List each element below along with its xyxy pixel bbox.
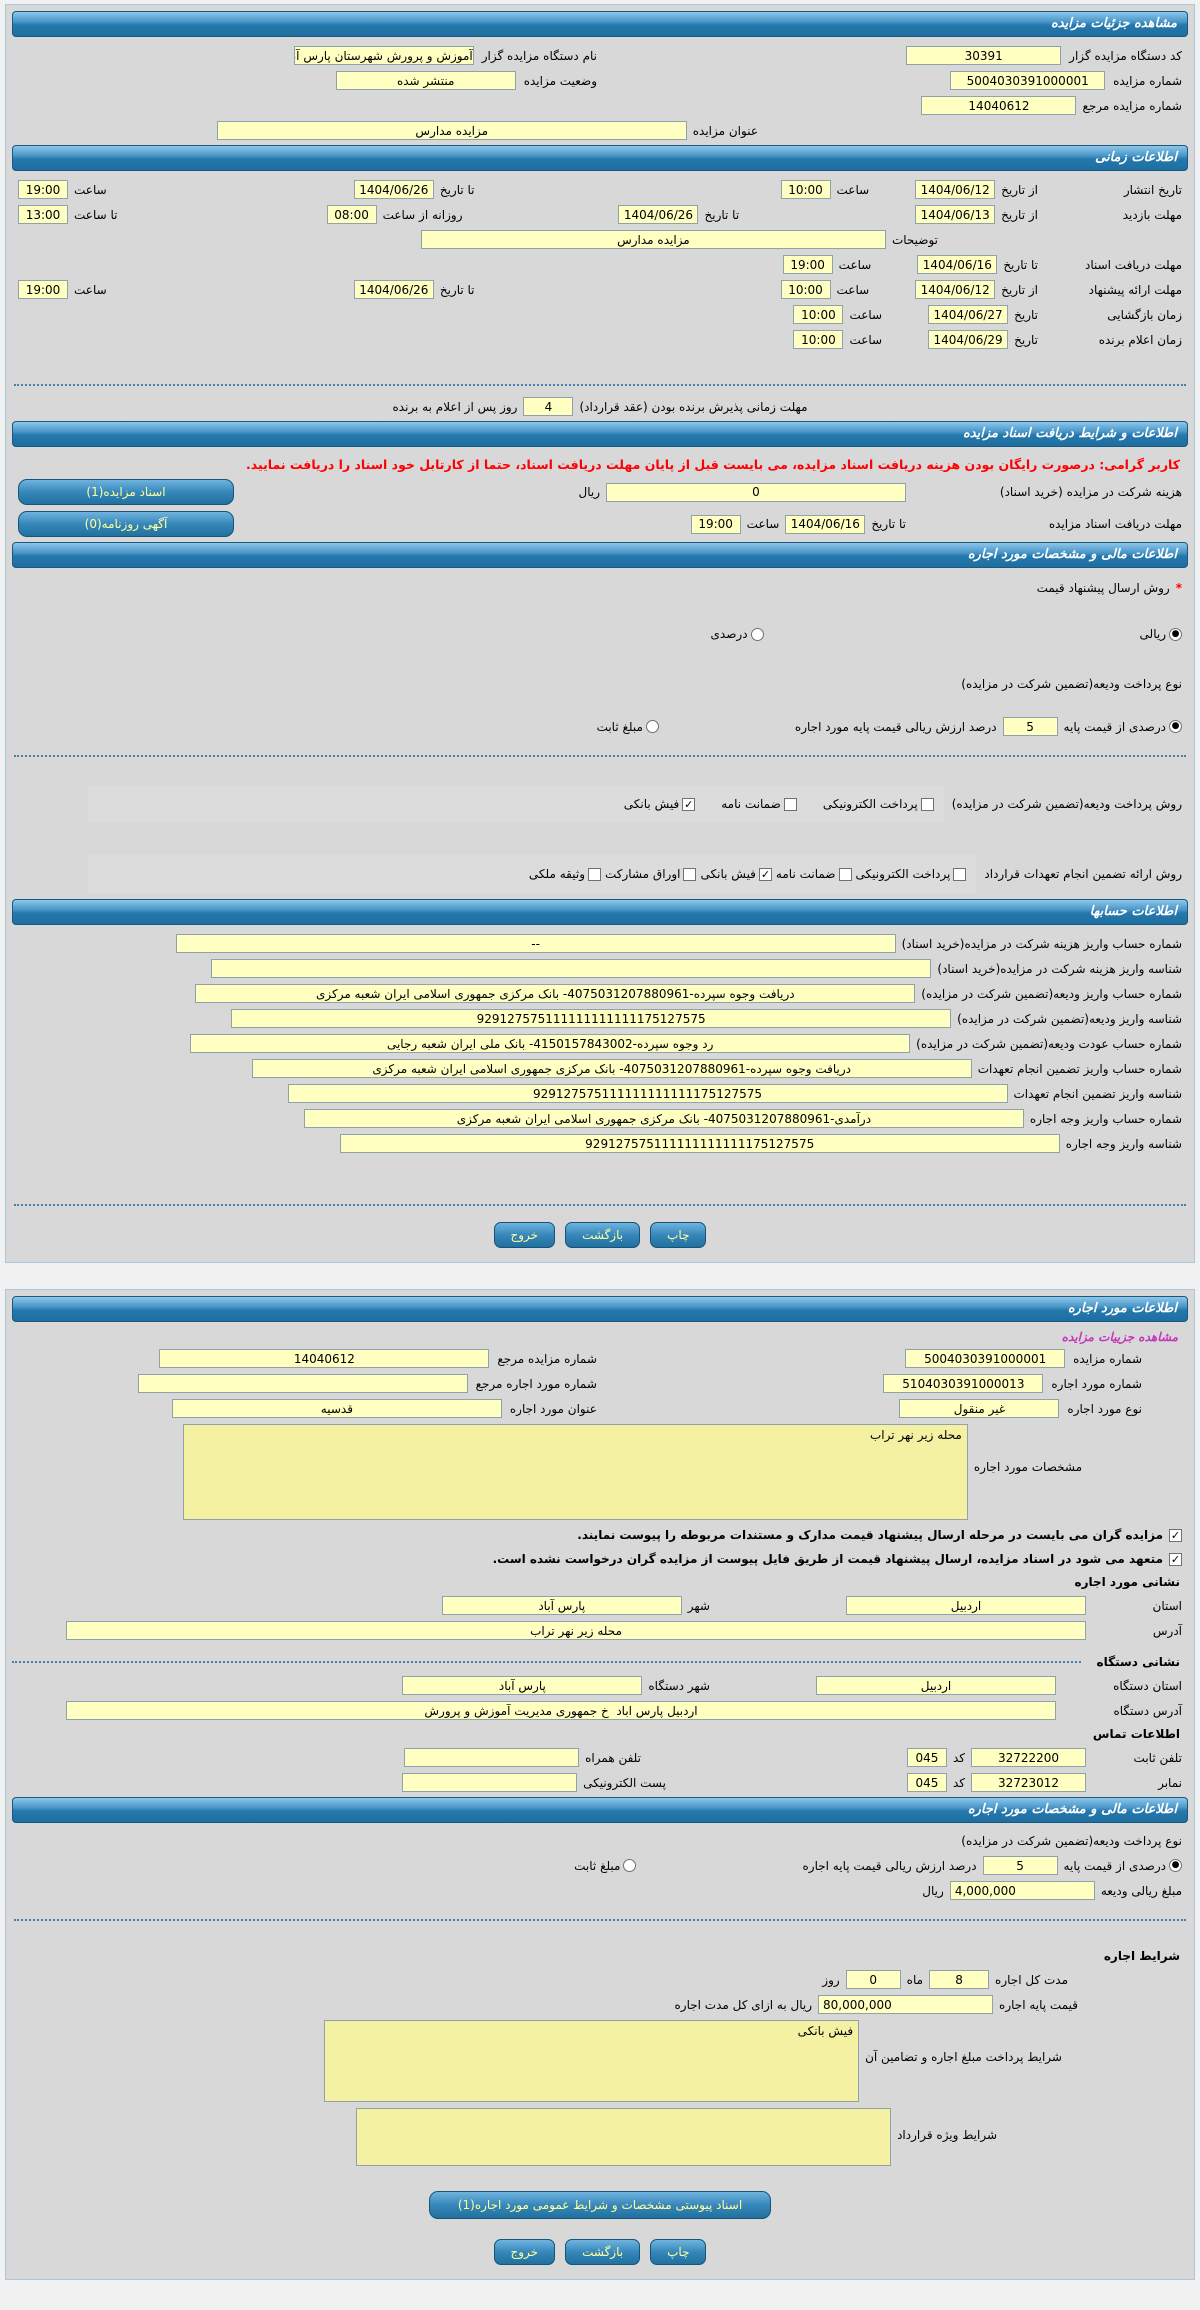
date-label: تاریخ bbox=[1014, 332, 1038, 347]
back-button[interactable]: بازگشت bbox=[565, 1222, 640, 1248]
receive-docs-date-field[interactable] bbox=[917, 255, 997, 274]
auction-details-panel bbox=[5, 4, 1195, 1263]
publish-date-label: تاریخ انتشار bbox=[1123, 182, 1182, 197]
hour-label: ساعت bbox=[746, 517, 780, 531]
time-info-header: اطلاعات زمانی bbox=[12, 145, 1188, 171]
accept-deadline-suffix: روز پس از اعلام به برنده bbox=[392, 399, 518, 414]
org-name-field[interactable] bbox=[294, 46, 474, 65]
publish-to-time-field[interactable] bbox=[18, 180, 68, 199]
visit-daily-from-field[interactable] bbox=[327, 205, 377, 224]
divider bbox=[14, 755, 1186, 757]
guarantee-bonds-checkbox[interactable] bbox=[683, 868, 696, 881]
auction-docs-button[interactable]: اسناد مزایده(1) bbox=[18, 479, 234, 505]
days-label: روز bbox=[822, 1972, 840, 1987]
phone-row bbox=[12, 1745, 1188, 1770]
deposit-amount-row bbox=[12, 1878, 1188, 1903]
docs-deadline-time-field[interactable] bbox=[691, 515, 741, 534]
auction-ref-label: شماره مزایده مرجع bbox=[1082, 98, 1182, 113]
org-code-label: کد دستگاه مزایده گزار bbox=[1069, 48, 1182, 63]
rental-item-header: اطلاعات مورد اجاره bbox=[12, 1296, 1188, 1322]
rial-option[interactable] bbox=[1140, 627, 1182, 641]
receive-docs-time-field[interactable] bbox=[783, 255, 833, 274]
org-name-label: نام دستگاه مزایده گزار bbox=[481, 48, 597, 63]
rial-label: ریال bbox=[578, 485, 600, 499]
account-row bbox=[12, 1106, 1188, 1131]
guarantee-epay-checkbox[interactable] bbox=[953, 868, 966, 881]
docs-section-header: اطلاعات و شرایط دریافت اسناد مزایده bbox=[12, 421, 1188, 447]
view-auction-details-link[interactable]: مشاهده جزییات مزایده bbox=[1061, 1330, 1178, 1344]
note2-row bbox=[12, 1547, 1188, 1571]
deposit-amount-label: مبلغ ریالی ودیعه bbox=[1100, 1883, 1182, 1898]
deposit-letter-checkbox[interactable] bbox=[784, 798, 797, 811]
rent-province-row bbox=[12, 1593, 1188, 1618]
deposit-method-label: روش پرداخت ودیعه(تضمین شرکت در مزایده) bbox=[951, 797, 1182, 811]
org-address-row bbox=[12, 1698, 1188, 1723]
fixed-amount-option[interactable] bbox=[597, 720, 659, 734]
exit-button[interactable]: خروج bbox=[494, 1222, 556, 1248]
fax-label: نمابر bbox=[1158, 1775, 1182, 1790]
rental-deposit-type-label: نوع پرداخت ودیعه(تضمین شرکت در مزایده) bbox=[961, 1834, 1182, 1848]
offer-from-date-field[interactable] bbox=[915, 280, 995, 299]
rental-percent-value-field[interactable] bbox=[983, 1856, 1058, 1875]
accounts-section-header: اطلاعات حسابها bbox=[12, 899, 1188, 925]
guarantee-slip-option[interactable] bbox=[700, 867, 771, 881]
deposit-slip-label: فیش بانکی bbox=[623, 797, 680, 811]
org-address-divider bbox=[12, 1651, 1188, 1673]
guarantee-letter-option[interactable] bbox=[776, 867, 852, 881]
description-field[interactable] bbox=[421, 230, 886, 249]
item-title-label: عنوان مورد اجاره bbox=[509, 1401, 597, 1416]
hour-label: ساعت bbox=[836, 282, 870, 297]
account-field[interactable] bbox=[195, 984, 915, 1003]
org-province-row bbox=[12, 1673, 1188, 1698]
org-province-label: استان دستگاه bbox=[1113, 1678, 1182, 1693]
account-row bbox=[12, 1056, 1188, 1081]
docs-deadline-row bbox=[12, 508, 1188, 540]
auction-no-label: شماره مزایده bbox=[1073, 1351, 1142, 1366]
rental-row-1 bbox=[12, 1346, 1188, 1371]
account-field[interactable] bbox=[176, 934, 896, 953]
divider bbox=[14, 1919, 1186, 1921]
auction-title-label: عنوان مزایده bbox=[692, 123, 758, 138]
back-button[interactable]: بازگشت bbox=[565, 2239, 640, 2265]
special-terms-textarea[interactable] bbox=[356, 2108, 891, 2166]
publish-to-date-field[interactable] bbox=[354, 180, 434, 199]
daily-from-hour-label: روزانه از ساعت bbox=[382, 207, 463, 222]
code-label: کد bbox=[952, 1775, 965, 1790]
account-label: شناسه واریز ودیعه(تضمین شرکت در مزایده) bbox=[957, 1011, 1182, 1026]
divider bbox=[14, 384, 1186, 386]
print-button[interactable]: چاپ bbox=[650, 1222, 706, 1248]
to-date-label: تا تاریخ bbox=[704, 207, 740, 222]
note2-text: متعهد می شود در اسناد مزایده، ارسال پیشنهاد قیمت از طریق فایل پیوست از مزایده گران درخواست نشده است. bbox=[492, 1552, 1163, 1566]
account-field[interactable] bbox=[288, 1084, 1008, 1103]
fee-label: هزینه شرکت در مزایده (خرید اسناد) bbox=[999, 485, 1182, 499]
base-price-label: قیمت پایه اجاره bbox=[999, 1997, 1078, 2012]
account-row bbox=[12, 1131, 1188, 1156]
rent-city-label: شهر bbox=[687, 1598, 710, 1613]
account-field[interactable] bbox=[340, 1134, 1060, 1153]
guarantee-estate-checkbox[interactable] bbox=[588, 868, 601, 881]
percent-of-base-label: درصدی از قیمت پایه bbox=[1063, 719, 1166, 734]
deposit-epay-label: پرداخت الکترونیکی bbox=[822, 797, 918, 811]
visit-to-date-field[interactable] bbox=[618, 205, 698, 224]
opening-time-field[interactable] bbox=[793, 305, 843, 324]
percent-of-base-option[interactable] bbox=[1064, 720, 1182, 734]
docs-deadline-date-field[interactable] bbox=[785, 515, 865, 534]
fax-row bbox=[12, 1770, 1188, 1795]
auction-number-field[interactable] bbox=[950, 71, 1105, 90]
visit-from-date-field[interactable] bbox=[915, 205, 995, 224]
hour-label: ساعت bbox=[849, 332, 883, 347]
guarantee-letter-label: ضمانت نامه bbox=[775, 867, 836, 881]
visit-daily-to-field[interactable] bbox=[18, 205, 68, 224]
rental-row-2 bbox=[12, 1371, 1188, 1396]
rental-fixed-label: مبلغ ثابت bbox=[574, 1858, 621, 1873]
item-type-field[interactable] bbox=[899, 1399, 1059, 1418]
deposit-amount-field[interactable] bbox=[950, 1881, 1095, 1900]
rent-address-label: آدرس bbox=[1152, 1623, 1182, 1638]
rental-deposit-options-row bbox=[12, 1853, 1188, 1878]
send-method-options-row bbox=[12, 622, 1188, 646]
to-date-label: تا تاریخ bbox=[439, 282, 475, 297]
account-row bbox=[12, 1006, 1188, 1031]
code-label: کد bbox=[952, 1750, 965, 1765]
account-label: شناسه واریز وجه اجاره bbox=[1065, 1136, 1182, 1151]
auction-ref-field[interactable] bbox=[921, 96, 1076, 115]
rent-city-field[interactable] bbox=[442, 1596, 682, 1615]
deposit-letter-option[interactable] bbox=[721, 797, 797, 811]
rial-option-label: ریالی bbox=[1139, 627, 1166, 641]
exit-button[interactable]: خروج bbox=[494, 2239, 556, 2265]
item-ref-field[interactable] bbox=[138, 1374, 468, 1393]
note2-checkbox[interactable]: ✓ bbox=[1170, 1552, 1181, 1566]
percent-option-label: درصدی bbox=[710, 627, 748, 641]
org-city-label: شهر دستگاه bbox=[648, 1678, 710, 1693]
description-row bbox=[12, 227, 1188, 252]
general-row-1 bbox=[12, 43, 1188, 68]
from-date-label: از تاریخ bbox=[1001, 207, 1038, 222]
fee-field[interactable] bbox=[606, 483, 906, 502]
item-type-label: نوع مورد اجاره bbox=[1067, 1401, 1142, 1416]
to-hour-label: تا ساعت bbox=[74, 207, 118, 222]
guarantee-epay-option[interactable] bbox=[856, 867, 967, 881]
account-label: شماره حساب واریز تضمین انجام تعهدات bbox=[977, 1061, 1182, 1076]
panel1-buttons bbox=[12, 1214, 1188, 1252]
note1-text: مزایده گران می بایست در مرحله ارسال پیشنهاد قیمت مدارک و مستندات مربوطه را پیوست نمایند. bbox=[577, 1528, 1163, 1542]
rental-percent-radio[interactable]: ● bbox=[1169, 1859, 1182, 1872]
auction-number-label: شماره مزایده bbox=[1113, 73, 1182, 88]
rent-address-title: نشانی مورد اجاره bbox=[1074, 1575, 1180, 1589]
pay-terms-label: شرایط پرداخت مبلغ اجاره و تضامین آن bbox=[865, 2050, 1062, 2064]
account-label: شماره حساب عودت ودیعه(تضمین شرکت در مزایده) bbox=[916, 1036, 1182, 1051]
note1-checkbox[interactable]: ✓ bbox=[1170, 1528, 1181, 1542]
opening-date-field[interactable] bbox=[928, 305, 1008, 324]
pay-terms-row bbox=[12, 2017, 1188, 2105]
deposit-method-row bbox=[12, 781, 1188, 827]
rent-address-row bbox=[12, 1618, 1188, 1643]
duration-months-field[interactable] bbox=[929, 1970, 989, 1989]
description-label: توضیحات bbox=[891, 232, 938, 247]
guarantee-slip-label: فیش بانکی bbox=[700, 867, 756, 881]
note1-row bbox=[12, 1523, 1188, 1547]
guarantee-slip-checkbox[interactable]: ✓ bbox=[760, 867, 771, 881]
docs-warning-text: کاربر گرامی: درصورت رایگان بودن هزینه دریافت اسناد مزایده، می بایست قبل از پایان مهلت دریافت اسناد، حتما از کارتابل خود اسناد را دریافت نمایید. bbox=[246, 457, 1180, 472]
account-field[interactable] bbox=[211, 959, 931, 978]
deposit-type-options-row bbox=[12, 714, 1188, 739]
org-address-title: نشانی دستگاه bbox=[1096, 1655, 1180, 1669]
rent-province-label: استان bbox=[1152, 1598, 1182, 1613]
phone-code-field[interactable] bbox=[907, 1748, 947, 1767]
mobile-field[interactable] bbox=[404, 1748, 579, 1767]
publish-from-time-field[interactable] bbox=[781, 180, 831, 199]
deposit-type-label: نوع پرداخت ودیعه(تضمین شرکت در مزایده) bbox=[961, 677, 1182, 691]
rental-percent-suffix: درصد ارزش ریالی قیمت پایه اجاره bbox=[802, 1858, 977, 1873]
winner-announce-label: زمان اعلام برنده bbox=[1098, 332, 1182, 347]
fee-row bbox=[12, 476, 1188, 508]
org-address-field[interactable] bbox=[66, 1701, 1056, 1720]
base-price-suffix: ریال به ازای کل مدت اجاره bbox=[674, 1997, 813, 2012]
hour-label: ساعت bbox=[836, 182, 870, 197]
opening-time-row bbox=[12, 302, 1188, 327]
phone-label: تلفن ثابت bbox=[1133, 1750, 1182, 1765]
receive-docs-label: مهلت دریافت اسناد bbox=[1084, 257, 1182, 272]
publish-from-date-field[interactable] bbox=[915, 180, 995, 199]
account-label: شماره حساب واریز وجه اجاره bbox=[1029, 1111, 1182, 1126]
hour-label: ساعت bbox=[849, 307, 883, 322]
deposit-epay-checkbox[interactable] bbox=[921, 798, 934, 811]
offer-to-time-field[interactable] bbox=[18, 280, 68, 299]
percent-radio[interactable] bbox=[751, 628, 764, 641]
hour-label: ساعت bbox=[74, 282, 107, 297]
guarantee-bonds-label: اوراق مشارکت bbox=[605, 867, 681, 881]
account-label: شماره حساب واریز هزینه شرکت در مزایده(خرید اسناد) bbox=[901, 936, 1182, 951]
attached-docs-button[interactable]: اسناد پیوستی مشخصات و شرایط عمومی مورد اجاره(1) bbox=[429, 2191, 771, 2219]
org-province-field[interactable] bbox=[816, 1676, 1056, 1695]
auction-ref-label: شماره مزایده مرجع bbox=[497, 1351, 597, 1366]
rent-province-field[interactable] bbox=[846, 1596, 1086, 1615]
winner-time-field[interactable] bbox=[793, 330, 843, 349]
item-ref-label: شماره مورد اجاره مرجع bbox=[475, 1376, 597, 1391]
item-no-label: شماره مورد اجاره bbox=[1051, 1376, 1142, 1391]
guarantee-method-row bbox=[12, 851, 1188, 897]
org-code-field[interactable] bbox=[906, 46, 1061, 65]
duration-days-field[interactable] bbox=[846, 1970, 901, 1989]
fax-code-field[interactable] bbox=[907, 1773, 947, 1792]
required-asterisk: * bbox=[1175, 581, 1182, 595]
divider bbox=[14, 1204, 1186, 1206]
email-label: پست الکترونیکی bbox=[583, 1775, 666, 1790]
guarantee-estate-label: وثیقه ملکی bbox=[528, 867, 586, 881]
rental-fixed-option[interactable] bbox=[574, 1859, 636, 1873]
offer-deadline-row bbox=[12, 277, 1188, 302]
account-row bbox=[12, 956, 1188, 981]
general-row-3 bbox=[12, 93, 1188, 118]
account-row bbox=[12, 1031, 1188, 1056]
send-method-row bbox=[12, 576, 1188, 600]
auction-ref-field[interactable] bbox=[159, 1349, 489, 1368]
hour-label: ساعت bbox=[74, 182, 107, 197]
duration-row bbox=[12, 1967, 1188, 1992]
deposit-slip-checkbox[interactable]: ✓ bbox=[684, 797, 694, 811]
account-label: شناسه واریز هزینه شرکت در مزایده(خرید اسناد) bbox=[937, 961, 1182, 976]
send-method-label: روش ارسال پیشنهاد قیمت bbox=[1036, 581, 1170, 595]
receive-docs-row bbox=[12, 252, 1188, 277]
account-row bbox=[12, 981, 1188, 1006]
general-row-2 bbox=[12, 68, 1188, 93]
guarantee-method-label: روش ارائه تضمین انجام تعهدات قرارداد bbox=[984, 867, 1182, 881]
pay-terms-textarea[interactable] bbox=[324, 2020, 859, 2102]
rial-label: ریال bbox=[922, 1883, 944, 1898]
to-date-label: تا تاریخ bbox=[439, 182, 475, 197]
fixed-amount-radio[interactable] bbox=[646, 720, 659, 733]
to-date-label: تا تاریخ bbox=[1003, 257, 1038, 272]
percent-suffix-label: درصد ارزش ریالی قیمت پایه مورد اجاره bbox=[794, 719, 997, 734]
auction-details-header: مشاهده جزئیات مزایده bbox=[12, 11, 1188, 37]
auction-title-row bbox=[12, 118, 1188, 143]
offer-deadline-label: مهلت ارائه پیشنهاد bbox=[1088, 282, 1182, 297]
account-field[interactable] bbox=[252, 1059, 972, 1078]
deposit-epay-option[interactable] bbox=[823, 797, 934, 811]
accept-days-field[interactable] bbox=[523, 397, 573, 416]
opening-time-label: زمان بازگشایی bbox=[1107, 307, 1182, 322]
date-label: تاریخ bbox=[1014, 307, 1038, 322]
print-button[interactable]: چاپ bbox=[650, 2239, 706, 2265]
specs-row bbox=[12, 1421, 1188, 1523]
account-field[interactable] bbox=[304, 1109, 1024, 1128]
guarantee-epay-label: پرداخت الکترونیکی bbox=[855, 867, 951, 881]
percent-option[interactable] bbox=[711, 627, 764, 641]
rent-address-field[interactable] bbox=[66, 1621, 1086, 1640]
rental-row-3 bbox=[12, 1396, 1188, 1421]
deposit-method-options bbox=[88, 785, 944, 823]
auction-status-label: وضعیت مزایده bbox=[523, 73, 597, 88]
rental-fixed-radio[interactable] bbox=[623, 1859, 636, 1872]
financial-section-header: اطلاعات مالی و مشخصات مورد اجاره bbox=[12, 542, 1188, 568]
rental-percent-label: درصدی از قیمت پایه bbox=[1063, 1858, 1166, 1873]
fax-field[interactable] bbox=[971, 1773, 1086, 1792]
deposit-letter-label: ضمانت نامه bbox=[721, 797, 781, 811]
percent-value-field[interactable] bbox=[1003, 717, 1058, 736]
item-title-field[interactable] bbox=[172, 1399, 502, 1418]
guarantee-bonds-option[interactable] bbox=[605, 867, 696, 881]
base-price-field[interactable] bbox=[818, 1995, 993, 2014]
to-date-label: تا تاریخ bbox=[871, 517, 906, 531]
from-date-label: از تاریخ bbox=[1001, 182, 1038, 197]
offer-to-date-field[interactable] bbox=[354, 280, 434, 299]
duration-label: مدت کل اجاره bbox=[995, 1972, 1068, 1987]
attach-button-row bbox=[12, 2183, 1188, 2223]
rental-financial-header: اطلاعات مالی و مشخصات مورد اجاره bbox=[12, 1797, 1188, 1823]
panel2-buttons bbox=[12, 2231, 1188, 2269]
winner-date-field[interactable] bbox=[928, 330, 1008, 349]
base-price-row bbox=[12, 1992, 1188, 2017]
deposit-slip-option[interactable] bbox=[624, 797, 695, 811]
account-row bbox=[12, 1081, 1188, 1106]
winner-announce-row bbox=[12, 327, 1188, 352]
rental-percent-option[interactable] bbox=[1064, 1859, 1182, 1873]
rental-item-panel bbox=[5, 1289, 1195, 2280]
auction-title-field[interactable] bbox=[217, 121, 687, 140]
email-field[interactable] bbox=[402, 1773, 577, 1792]
auction-no-field[interactable] bbox=[905, 1349, 1065, 1368]
visit-deadline-row bbox=[12, 202, 1188, 227]
org-city-field[interactable] bbox=[402, 1676, 642, 1695]
phone-field[interactable] bbox=[971, 1748, 1086, 1767]
visit-deadline-label: مهلت بازدید bbox=[1122, 207, 1182, 222]
offer-from-time-field[interactable] bbox=[781, 280, 831, 299]
rial-radio[interactable]: ● bbox=[1169, 628, 1182, 641]
account-field[interactable] bbox=[190, 1034, 910, 1053]
item-no-field[interactable] bbox=[883, 1374, 1043, 1393]
account-field[interactable] bbox=[231, 1009, 951, 1028]
hour-label: ساعت bbox=[838, 257, 872, 272]
auction-status-field[interactable] bbox=[336, 71, 516, 90]
account-label: شناسه واریز تضمین انجام تعهدات bbox=[1013, 1086, 1182, 1101]
special-terms-row bbox=[12, 2105, 1188, 2169]
contact-title: اطلاعات تماس bbox=[1092, 1727, 1180, 1741]
specs-textarea[interactable] bbox=[183, 1424, 968, 1520]
fixed-amount-label: مبلغ ثابت bbox=[596, 719, 643, 734]
specs-label: مشخصات مورد اجاره bbox=[973, 1460, 1082, 1474]
divider bbox=[12, 1661, 1081, 1663]
accept-deadline-label: مهلت زمانی پذیرش برنده بودن (عقد قرارداد) bbox=[579, 399, 808, 414]
guarantee-letter-checkbox[interactable] bbox=[839, 868, 852, 881]
account-row bbox=[12, 931, 1188, 956]
from-date-label: از تاریخ bbox=[1001, 282, 1038, 297]
org-address-label: آدرس دستگاه bbox=[1113, 1703, 1182, 1718]
mobile-label: تلفن همراه bbox=[585, 1750, 641, 1765]
guarantee-method-options bbox=[88, 855, 976, 893]
docs-deadline-label: مهلت دریافت اسناد مزایده bbox=[1048, 517, 1182, 531]
deposit-type-row bbox=[12, 672, 1188, 696]
accept-deadline-row bbox=[12, 394, 1188, 419]
terms-title: شرایط اجاره bbox=[1103, 1949, 1180, 1963]
newspaper-ad-button[interactable]: آگهی روزنامه(0) bbox=[18, 511, 234, 537]
special-terms-label: شرایط ویژه قرارداد bbox=[897, 2128, 997, 2142]
account-label: شماره حساب واریز ودیعه(تضمین شرکت در مزایده) bbox=[921, 986, 1182, 1001]
rental-deposit-type-row bbox=[12, 1829, 1188, 1853]
percent-of-base-radio[interactable]: ● bbox=[1169, 720, 1182, 733]
guarantee-estate-option[interactable] bbox=[529, 867, 601, 881]
publish-date-row bbox=[12, 177, 1188, 202]
months-label: ماه bbox=[906, 1972, 924, 1987]
